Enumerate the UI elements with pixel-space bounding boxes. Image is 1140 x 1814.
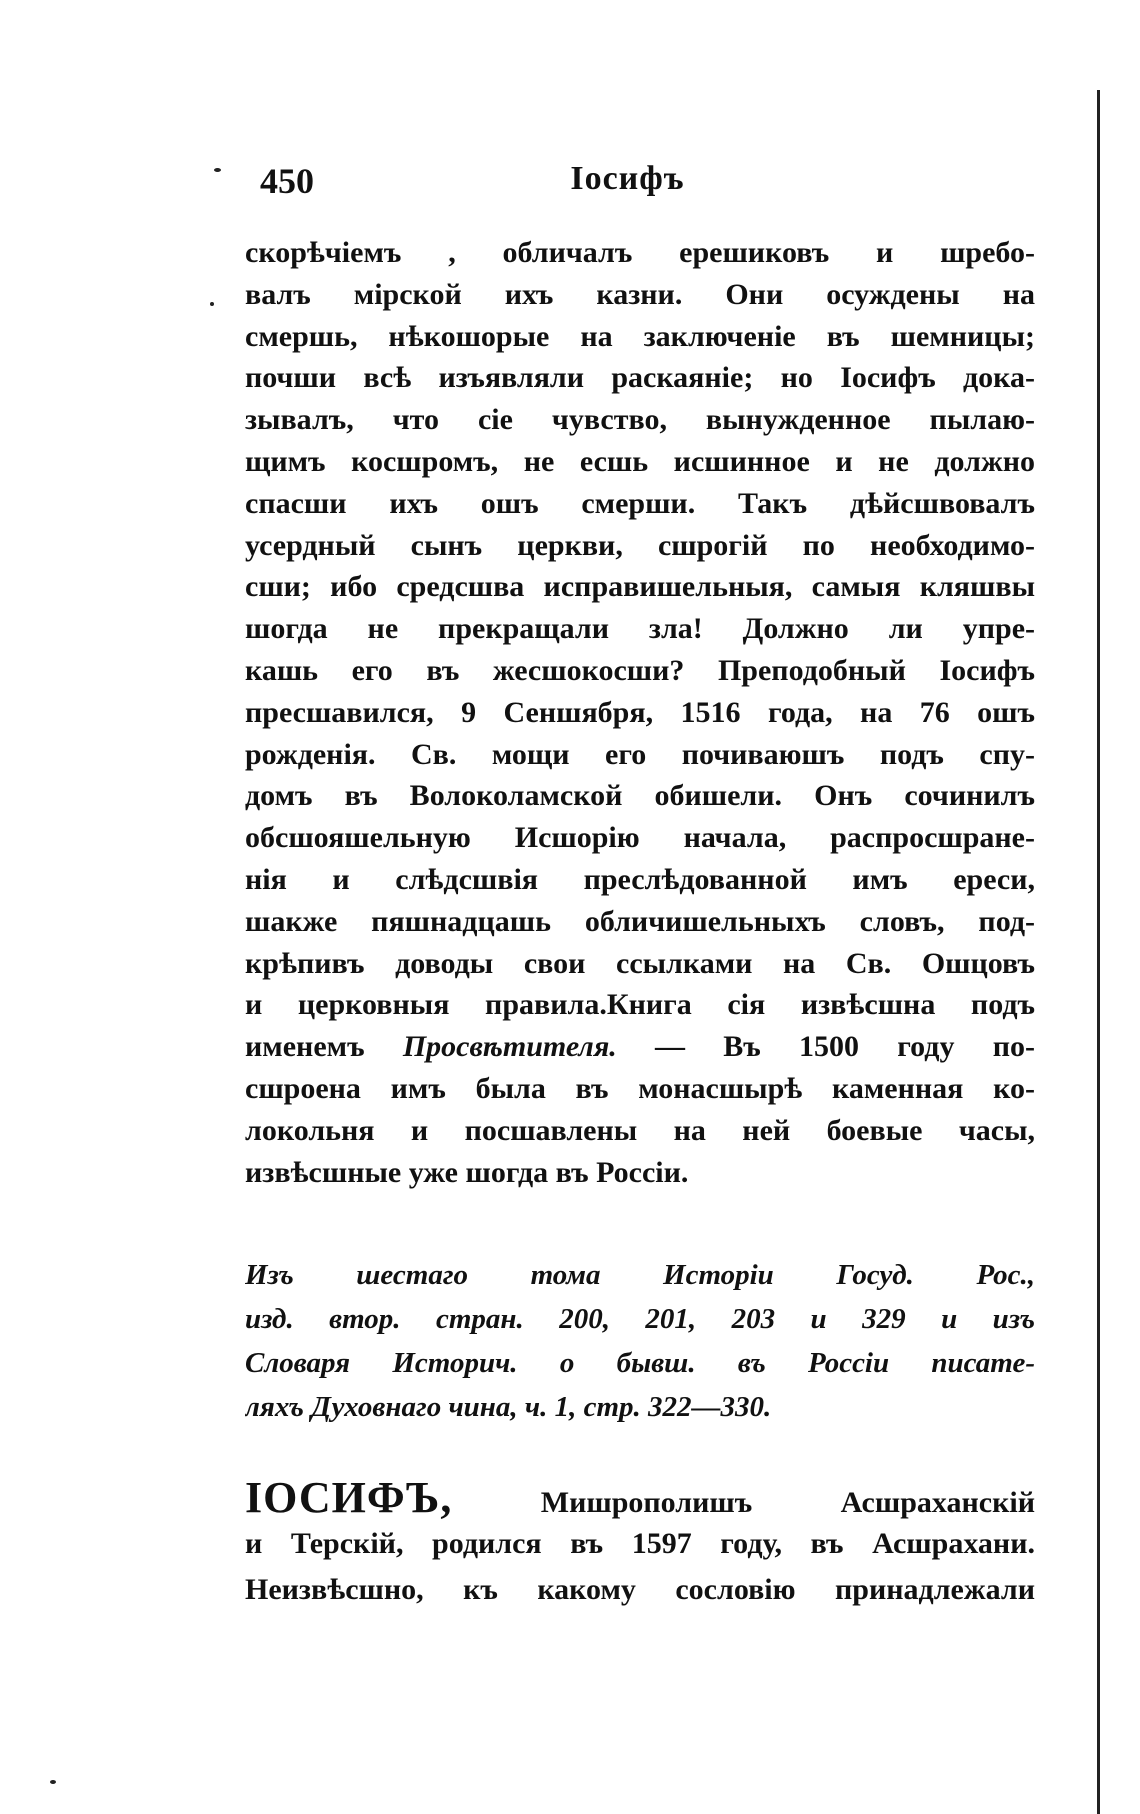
citation-line: изд. втор. стран. 200, 201, 203 и 329 и изъ <box>245 1303 1035 1335</box>
entry-first-line <box>245 1475 1035 1521</box>
text-before-title: именемъ <box>245 1030 403 1064</box>
text-line: сши; ибо средсшва исправишельныя, самыя кляшвы <box>245 570 1035 604</box>
text-line: крѣпивъ доводы свои ссылками на Св. Ошцовъ <box>245 946 1035 980</box>
citation-line: Изъ шестаго тома Исторіи Госуд. Рос., <box>245 1259 1035 1291</box>
text-line: кашь его въ жесшокосши? Преподобный Іосифъ <box>245 653 1035 687</box>
text-line: домъ въ Волоколамской обишели. Онъ сочинилъ <box>245 779 1035 813</box>
text-line: извѣсшные уже шогда въ Россіи. <box>245 1155 689 1189</box>
next-entry <box>245 1475 1035 1613</box>
entry-line: Неизвѣсшно, къ какому сословію принадлежали <box>245 1573 1035 1606</box>
ink-speck <box>210 302 214 306</box>
body-text <box>245 232 1035 1193</box>
page-edge-line <box>1097 90 1100 1814</box>
ink-speck <box>214 168 221 172</box>
text-line: локольня и посшавлены на ней боевые часы, <box>245 1113 1035 1147</box>
text-line: спасши ихъ ошъ смерши. Такъ дѣйсшвовалъ <box>245 486 1035 520</box>
text-line: обсшояшельную Исшорію начала, распросшране- <box>245 821 1035 855</box>
text-line: скорѣчіемъ , обличалъ ерешиковъ и шребо- <box>245 236 1035 269</box>
text-line: сшроена имъ была въ монасшырѣ каменная ко- <box>245 1071 1035 1105</box>
text-line: рожденія. Св. мощи его почиваюшъ подъ спу- <box>245 737 1035 771</box>
book-title-italic: Просвѣтителя. <box>402 1030 617 1064</box>
text-line: почши всѣ изъявляли раскаяніе; но Іосифъ дока- <box>245 361 1035 395</box>
text-line: нія и слѣдсшвія преслѣдованной имъ ереси, <box>245 862 1035 896</box>
text-line: щимъ косшромъ, не есшь исшинное и не должно <box>245 444 1035 478</box>
running-head: Іосифъ <box>570 160 685 197</box>
text-line: смершь, нѣкошорые на заключеніе въ шемницы; <box>245 319 1035 353</box>
text-line: шогда не прекращали зла! Должно ли упре- <box>245 612 1035 646</box>
text-line: пресшавился, 9 Сеншября, 1516 года, на 76 ошъ <box>245 695 1035 729</box>
citation-line: ляхъ Духовнаго чина, ч. 1, стр. 322—330. <box>245 1391 772 1423</box>
entry-first-line-rest: Мишрополишъ Асшраханскій <box>452 1486 1035 1519</box>
page-number: 450 <box>260 161 314 201</box>
text-line: и церковныя правила.Книга сія извѣсшна подъ <box>245 988 1035 1022</box>
text-line: валъ мірской ихъ казни. Они осуждены на <box>245 277 1035 311</box>
text-line: зывалъ, что сіе чувство, вынужденное пылаю- <box>245 403 1035 437</box>
text-line: шакже пяшнадцашь обличишельныхъ словъ, под- <box>245 904 1035 938</box>
ink-speck <box>50 1780 56 1784</box>
citation-line: Словаря Историч. о бывш. въ Россіи писате- <box>245 1347 1035 1379</box>
page-header <box>230 160 1025 204</box>
entry-line: и Терскій, родился въ 1597 году, въ Асшрахани. <box>245 1527 1035 1560</box>
text-line: усердный сынъ церкви, сшрогій по необходимо- <box>245 528 1035 562</box>
source-citation <box>245 1253 1035 1429</box>
text-line-with-title <box>245 1026 1035 1068</box>
entry-headword: ІОСИФЪ, <box>245 1475 453 1521</box>
text-after-title: — Въ 1500 году по- <box>616 1030 1035 1064</box>
